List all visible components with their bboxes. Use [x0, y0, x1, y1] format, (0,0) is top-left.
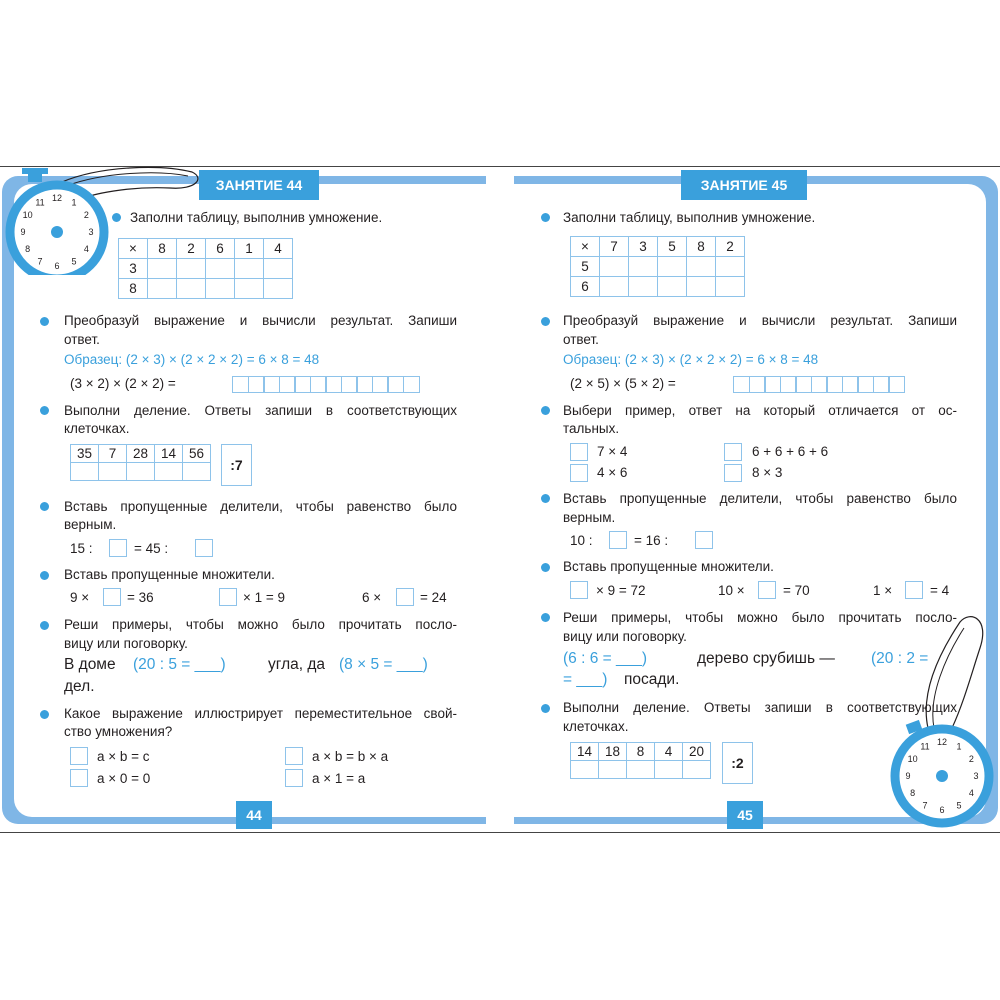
header-cell: 4 — [264, 239, 293, 259]
task-text: Выполни деление. Ответы запиши в соответствующих — [64, 403, 457, 418]
row-label-cell: 3 — [119, 259, 148, 279]
task-text: Заполни таблицу, выполнив умножение. — [563, 210, 816, 225]
answer-box[interactable] — [103, 588, 121, 606]
answer-cell[interactable] — [127, 463, 155, 481]
task-text: Вставь пропущенные множители. — [64, 567, 275, 582]
clock-number: 3 — [973, 771, 979, 781]
answer-box[interactable] — [109, 539, 127, 557]
answer-box[interactable] — [570, 581, 588, 599]
divisor-label: :7 — [221, 444, 252, 486]
book-gutter — [486, 176, 514, 824]
dividend-row — [71, 445, 211, 463]
page-number: 45 — [727, 801, 763, 829]
clock-number: 12 — [936, 737, 948, 747]
expression: (2 × 5) × (5 × 2) = — [570, 376, 676, 391]
proverb-example: (20 : 5 = ___) — [133, 656, 226, 673]
row-label-cell: × — [119, 239, 148, 259]
answer-cell[interactable] — [627, 761, 655, 779]
clock-number: 8 — [25, 244, 31, 254]
clock-number: 4 — [83, 244, 89, 254]
answer-cell[interactable] — [571, 761, 599, 779]
answer-cell[interactable] — [99, 463, 127, 481]
equation-part: 10 × — [718, 583, 745, 598]
checkbox[interactable] — [285, 747, 303, 765]
checkbox[interactable] — [70, 769, 88, 787]
equation-part: = 70 — [783, 583, 810, 598]
clock-number: 12 — [51, 193, 63, 203]
header-cell: 6 — [206, 239, 235, 259]
bullet — [541, 563, 550, 572]
clock-number: 10 — [22, 210, 33, 220]
checkbox[interactable] — [724, 443, 742, 461]
answer-cell[interactable] — [629, 277, 658, 297]
table-row — [571, 257, 745, 277]
answer-box[interactable] — [905, 581, 923, 599]
equation-part: 1 × — [873, 583, 893, 598]
task-text: вицу или поговорку. — [563, 629, 687, 644]
answer-row[interactable] — [71, 463, 211, 481]
header-cell: 1 — [235, 239, 264, 259]
answer-cell[interactable] — [155, 463, 183, 481]
task-text: Вставь пропущенные делители, чтобы равенство было — [64, 499, 457, 514]
option-label: a × b = b × a — [312, 749, 389, 764]
option-label: a × b = c — [97, 749, 150, 764]
task-text: Выбери пример, ответ на который отличается от ос- — [563, 403, 957, 418]
equation-part: × 1 = 9 — [243, 590, 286, 605]
dividend-cell: 35 — [71, 445, 99, 463]
answer-cells[interactable] — [232, 376, 418, 393]
dividend-cell: 7 — [99, 445, 127, 463]
task-text: Преобразуй выражение и вычисли результат. Запиши — [64, 313, 457, 328]
example-text: Образец: (2 × 3) × (2 × 2 × 2) = 6 × 8 = 48 — [563, 352, 819, 367]
dividend-cell: 8 — [627, 743, 655, 761]
option-label: 7 × 4 — [597, 444, 628, 459]
answer-box[interactable] — [219, 588, 237, 606]
bullet — [541, 317, 550, 326]
multiplication-table — [118, 238, 293, 299]
answer-cell[interactable] — [264, 279, 293, 299]
task-text: Преобразуй выражение и вычисли результат. Запиши — [563, 313, 957, 328]
task-text: Какое выражение иллюстрирует переместительное свой- — [64, 706, 457, 721]
proverb-example: = ___) — [563, 671, 608, 688]
task-text: Выполни деление. Ответы запиши в соответствующих — [563, 700, 957, 715]
clock-number: 7 — [922, 800, 928, 811]
option-label: a × 1 = a — [312, 771, 366, 786]
checkbox[interactable] — [570, 443, 588, 461]
header-cell: 3 — [629, 237, 658, 257]
task-text: Вставь пропущенные множители. — [563, 559, 774, 574]
clock-number: 11 — [35, 197, 45, 208]
clock-number: 11 — [920, 741, 930, 752]
equation-part: × 9 = 72 — [596, 583, 646, 598]
stopwatch-icon — [880, 612, 998, 830]
table-header-row — [571, 237, 745, 257]
option-label: 4 × 6 — [597, 465, 628, 480]
table-row — [571, 277, 745, 297]
clock-number: 6 — [939, 805, 945, 815]
header-cell: 7 — [600, 237, 629, 257]
header-cell: 8 — [148, 239, 177, 259]
page-number: 44 — [236, 801, 272, 829]
bullet — [541, 406, 550, 415]
clock-number: 9 — [905, 771, 911, 781]
bullet — [40, 710, 49, 719]
answer-cell[interactable] — [687, 277, 716, 297]
answer-cell[interactable] — [716, 257, 745, 277]
bullet — [40, 502, 49, 511]
row-label-cell: × — [571, 237, 600, 257]
clock-number: 9 — [20, 227, 26, 237]
answer-cell[interactable] — [683, 761, 711, 779]
row-label-cell: 8 — [119, 279, 148, 299]
clock-number: 4 — [968, 788, 974, 798]
bullet — [541, 704, 550, 713]
dividend-cell: 56 — [183, 445, 211, 463]
proverb-text: посади. — [624, 671, 680, 688]
clock-number: 3 — [88, 227, 94, 237]
bullet — [541, 613, 550, 622]
answer-box[interactable] — [609, 531, 627, 549]
bullet — [40, 571, 49, 580]
task-text: вицу или поговорку. — [64, 636, 188, 651]
row-label-cell: 6 — [571, 277, 600, 297]
clock-number: 1 — [956, 741, 962, 752]
dividend-row — [571, 743, 711, 761]
proverb-text: дерево срубишь — — [697, 650, 835, 667]
task-text: клеточках. — [563, 719, 629, 734]
answer-cell[interactable] — [629, 257, 658, 277]
task-text: тальных. — [563, 421, 620, 436]
answer-cell[interactable] — [235, 259, 264, 279]
answer-cell[interactable] — [600, 277, 629, 297]
answer-box[interactable] — [396, 588, 414, 606]
clock-number: 2 — [968, 754, 974, 764]
bullet — [541, 494, 550, 503]
bullet — [40, 317, 49, 326]
clock-number: 8 — [910, 788, 916, 798]
table-row — [119, 259, 293, 279]
answer-cell[interactable] — [148, 279, 177, 299]
task-text: верным. — [64, 517, 117, 532]
equation-part: = 4 — [930, 583, 950, 598]
option-label: 8 × 3 — [752, 465, 783, 480]
checkbox[interactable] — [70, 747, 88, 765]
answer-cell[interactable] — [206, 279, 235, 299]
header-cell: 5 — [658, 237, 687, 257]
answer-cell[interactable] — [599, 761, 627, 779]
task-text: верным. — [563, 510, 616, 525]
bullet — [40, 406, 49, 415]
answer-box[interactable] — [695, 531, 713, 549]
task-text: Реши примеры, чтобы можно было прочитать посло- — [563, 610, 957, 625]
task-text: ответ. — [64, 332, 100, 347]
answer-cell[interactable] — [658, 277, 687, 297]
bullet — [40, 621, 49, 630]
clock-number: 6 — [54, 261, 60, 271]
lesson-title-44: ЗАНЯТИЕ 44 — [199, 170, 319, 200]
answer-box[interactable] — [758, 581, 776, 599]
answer-cell[interactable] — [655, 761, 683, 779]
equation-part: = 36 — [127, 590, 154, 605]
answer-row[interactable] — [571, 761, 711, 779]
row-label-cell: 5 — [571, 257, 600, 277]
division-table[interactable] — [570, 742, 711, 779]
clock-number: 1 — [71, 197, 77, 208]
answer-cell[interactable] — [716, 277, 745, 297]
checkbox[interactable] — [570, 464, 588, 482]
equation-part: = 24 — [420, 590, 447, 605]
clock-number: 5 — [71, 256, 77, 267]
header-cell: 8 — [687, 237, 716, 257]
task-text: Вставь пропущенные делители, чтобы равенство было — [563, 491, 957, 506]
clock-number: 5 — [956, 800, 962, 811]
equation-part: 15 : — [70, 541, 93, 556]
checkbox[interactable] — [285, 769, 303, 787]
proverb-text: угла, да — [268, 656, 326, 673]
equation-part: = 16 : — [634, 533, 669, 548]
answer-cell[interactable] — [71, 463, 99, 481]
divisor-label: :2 — [722, 742, 753, 784]
task-text: ство умножения? — [64, 724, 173, 739]
answer-cell[interactable] — [206, 259, 235, 279]
proverb-text: дел. — [64, 678, 95, 695]
clock-number: 10 — [907, 754, 918, 764]
dividend-cell: 14 — [155, 445, 183, 463]
header-cell: 2 — [716, 237, 745, 257]
header-cell: 2 — [177, 239, 206, 259]
equation-part: 9 × — [70, 590, 90, 605]
task-text: Заполни таблицу, выполнив умножение. — [130, 210, 383, 225]
option-label: a × 0 = 0 — [97, 771, 151, 786]
table-header-row — [119, 239, 293, 259]
clock-number: 2 — [83, 210, 89, 220]
answer-cell[interactable] — [183, 463, 211, 481]
dividend-cell: 4 — [655, 743, 683, 761]
lesson-title-45: ЗАНЯТИЕ 45 — [681, 170, 807, 200]
answer-cell[interactable] — [600, 257, 629, 277]
bullet — [112, 213, 121, 222]
answer-cell[interactable] — [687, 257, 716, 277]
dividend-cell: 28 — [127, 445, 155, 463]
answer-cell[interactable] — [177, 259, 206, 279]
answer-cell[interactable] — [658, 257, 687, 277]
answer-cell[interactable] — [148, 259, 177, 279]
equation-part: = 45 : — [134, 541, 169, 556]
dividend-cell: 18 — [599, 743, 627, 761]
dividend-cell: 20 — [683, 743, 711, 761]
equation-part: 10 : — [570, 533, 593, 548]
table-row — [119, 279, 293, 299]
expression: (3 × 2) × (2 × 2) = — [70, 376, 176, 391]
bullet — [541, 213, 550, 222]
proverb-example: (6 : 6 = ___) — [563, 650, 648, 667]
task-text: Реши примеры, чтобы можно было прочитать посло- — [64, 617, 457, 632]
answer-box[interactable] — [195, 539, 213, 557]
proverb-example: (20 : 2 = — [871, 650, 929, 667]
task-text: ответ. — [563, 332, 599, 347]
dividend-cell: 14 — [571, 743, 599, 761]
proverb-text: В доме — [64, 656, 116, 673]
task-text: клеточках. — [64, 421, 130, 436]
division-table[interactable] — [70, 444, 211, 481]
answer-cell[interactable] — [264, 259, 293, 279]
checkbox[interactable] — [724, 464, 742, 482]
answer-cells[interactable] — [733, 376, 904, 393]
proverb-example: (8 × 5 = ___) — [339, 656, 428, 673]
equation-part: 6 × — [362, 590, 382, 605]
clock-number: 7 — [37, 256, 43, 267]
answer-cell[interactable] — [177, 279, 206, 299]
multiplication-table — [570, 236, 745, 297]
option-label: 6 + 6 + 6 + 6 — [752, 444, 829, 459]
example-text: Образец: (2 × 3) × (2 × 2 × 2) = 6 × 8 = 48 — [64, 352, 320, 367]
answer-cell[interactable] — [235, 279, 264, 299]
